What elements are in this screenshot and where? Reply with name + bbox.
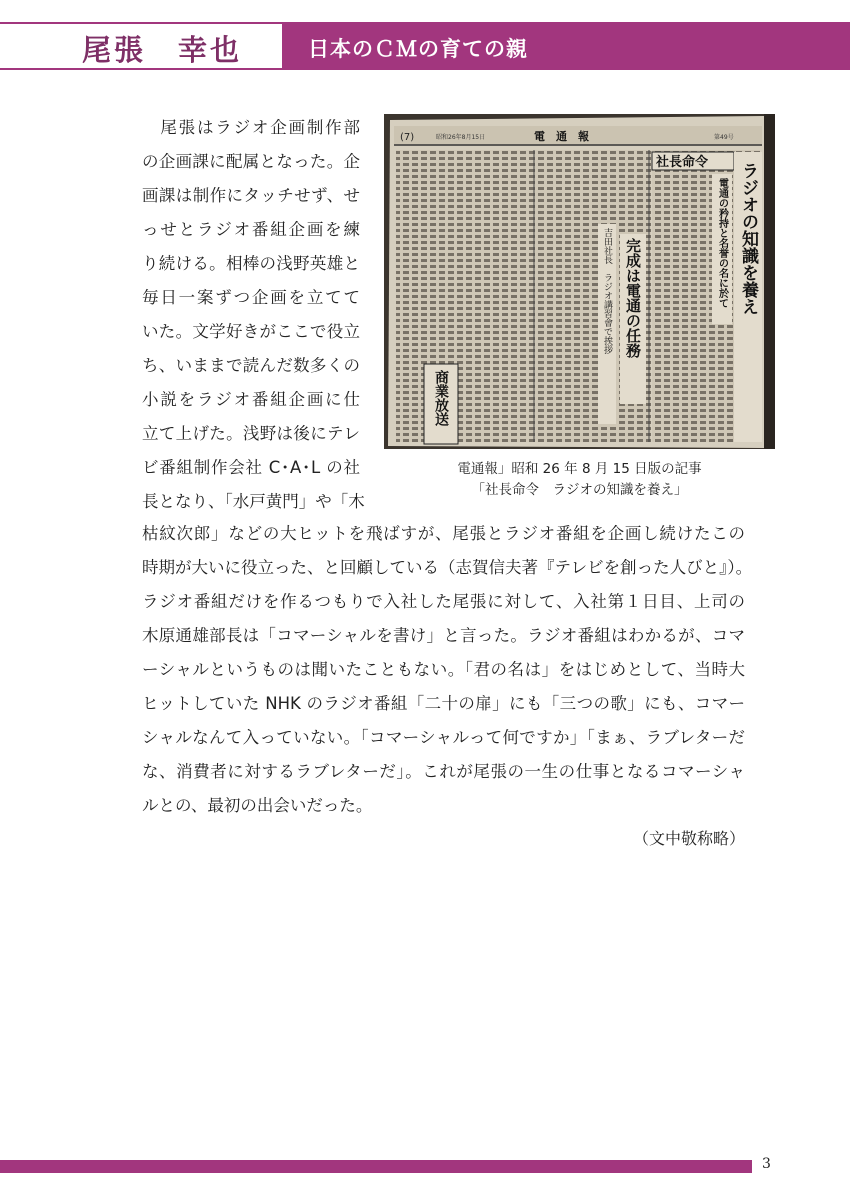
body-line: ち、いままで読んだ数多くの [142, 356, 360, 375]
byline: 吉田社長 ラジオ講習會で挨拶 [602, 228, 612, 354]
body-line: ヒットしていた NHK のラジオ番組「二十の扉」にも「三つの歌」にも、コマー [142, 694, 745, 713]
body-line: 時期が大いに役立った、と回顧している（志賀信夫著『テレビを創った人びと』）。 [142, 558, 753, 577]
headline-radio-knowledge: ラジオの知識を養え [738, 162, 758, 315]
body-line: っせとラジオ番組企画を練 [142, 220, 360, 239]
body-line: ビ番組制作会社 C･A･L の社 [142, 458, 360, 477]
article-title: 日本のＣＭの育ての親 [308, 37, 528, 61]
headline-shachou-meirei: 社長命令 [656, 155, 709, 170]
body-line: り続ける。相棒の浅野英雄と [142, 254, 360, 273]
newspaper-clipping-photo [384, 114, 775, 449]
subheadline: 電通の矜持と名誉の名に於て [716, 178, 728, 308]
body-line: 枯紋次郎」などの大ヒットを飛ばすが、尾張とラジオ番組を企画し続けたこの [142, 524, 745, 543]
honorific-note: （文中敬称略） [632, 829, 745, 848]
masthead-number: 第49号 [714, 134, 734, 141]
body-line: 尾張はラジオ企画制作部 [142, 118, 360, 137]
body-line: 小説をラジオ番組企画に仕 [142, 390, 360, 409]
label-shogyo-hoso: 商業放送 [433, 370, 449, 426]
body-line: ラジオ番組だけを作るつもりで入社した尾張に対して、入社第１日目、上司の [142, 592, 745, 611]
masthead-title: 電 通 報 [534, 130, 589, 143]
body-line: シャルなんて入っていない。「コマーシャルって何ですか」「まぁ、ラブレターだ [142, 728, 745, 747]
body-line: 長となり、「水戸黄門」や「木 [142, 492, 365, 511]
footer-bar [0, 1160, 752, 1173]
header-name-box [0, 22, 282, 70]
photo-caption-line-2: 「社長命令 ラジオの知識を養え」 [471, 482, 688, 498]
headline-kansei: 完成は電通の任務 [624, 238, 642, 358]
page-number: 3 [762, 1156, 771, 1172]
masthead-date: 昭和26年8月15日 [436, 134, 486, 141]
masthead-issue: (7) [400, 132, 415, 143]
body-line: 立て上げた。浅野は後にテレ [142, 424, 360, 443]
body-line: 画課は制作にタッチせず、せ [142, 186, 360, 205]
body-line: いた。文学好きがここで役立 [142, 322, 360, 341]
body-line: な、消費者に対するラブレターだ」。これが尾張の一生の仕事となるコマーシャ [142, 762, 745, 781]
header-title-bar [282, 22, 850, 70]
body-line: 毎日一案ずつ企画を立てて [142, 288, 360, 307]
body-line: 木原通雄部長は「コマーシャルを書け」と言った。ラジオ番組はわかるが、コマ [142, 626, 745, 645]
author-name: 尾張 幸也 [82, 33, 243, 67]
body-line: の企画課に配属となった。企 [142, 152, 360, 171]
photo-caption-line-1: 電通報」昭和 26 年 8 月 15 日版の記事 [457, 461, 702, 477]
body-line: ーシャルというものは聞いたこともない。「君の名は」をはじめとして、当時大 [142, 660, 745, 679]
body-line: ルとの、最初の出会いだった。 [142, 796, 373, 815]
